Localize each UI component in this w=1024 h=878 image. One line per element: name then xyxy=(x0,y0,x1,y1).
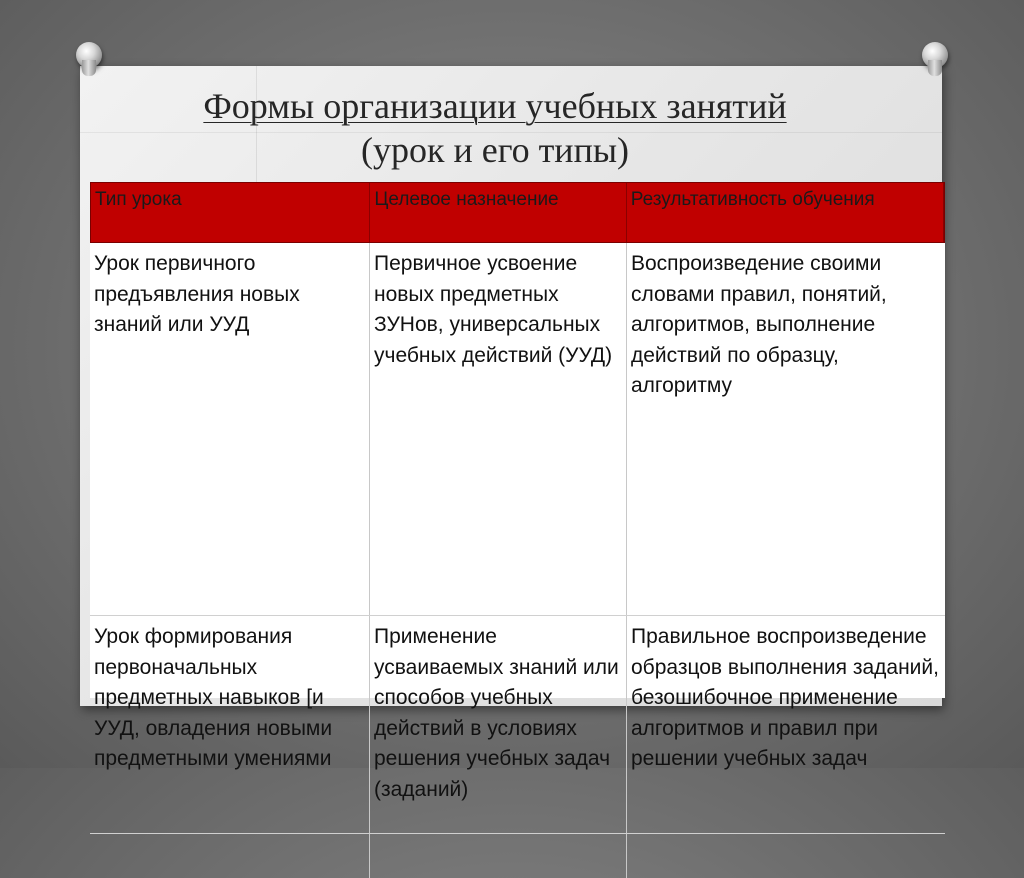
slide-title-line1: Формы организации учебных занятий xyxy=(203,86,787,126)
table-cell: Первичное усвоение новых предметных ЗУНов, универсальных учебных действий (УУД) xyxy=(370,243,627,615)
table-row-empty xyxy=(90,834,945,878)
table-cell: Урок первичного предъявления новых знаний или УУД xyxy=(90,243,370,615)
slide-title-line2: (урок и его типы) xyxy=(360,130,630,170)
table-cell: Урок формирования первоначальных предметных навыков [и УУД, овладения новыми предметными умениями xyxy=(90,616,370,833)
table-row xyxy=(90,243,945,616)
table-cell-empty xyxy=(370,834,627,878)
lesson-types-table xyxy=(90,182,945,801)
table-row xyxy=(90,616,945,834)
table-cell: Воспроизведение своими словами правил, понятий, алгоритмов, выполнение действий по образцу, алгоритму xyxy=(631,252,887,397)
table-cell: Правильное воспроизведение образцов выполнения заданий, безошибочное применение алгоритмов и правил при решении учебных задач xyxy=(631,625,939,770)
slide-title xyxy=(140,84,850,172)
table-header-row xyxy=(90,182,945,243)
pin-icon xyxy=(922,42,948,68)
header-cell-purpose: Целевое назначение xyxy=(370,183,626,242)
header-cell-results: Результативность обучения xyxy=(627,183,944,242)
header-cell-lesson-type: Тип урока xyxy=(91,183,370,242)
table-cell: Применение усваиваемых знаний или способов учебных действий в условиях решения учебных задач (заданий) xyxy=(370,616,627,833)
table-cell-empty xyxy=(90,834,370,878)
table-cell-empty xyxy=(627,834,945,878)
pin-icon xyxy=(76,42,102,68)
